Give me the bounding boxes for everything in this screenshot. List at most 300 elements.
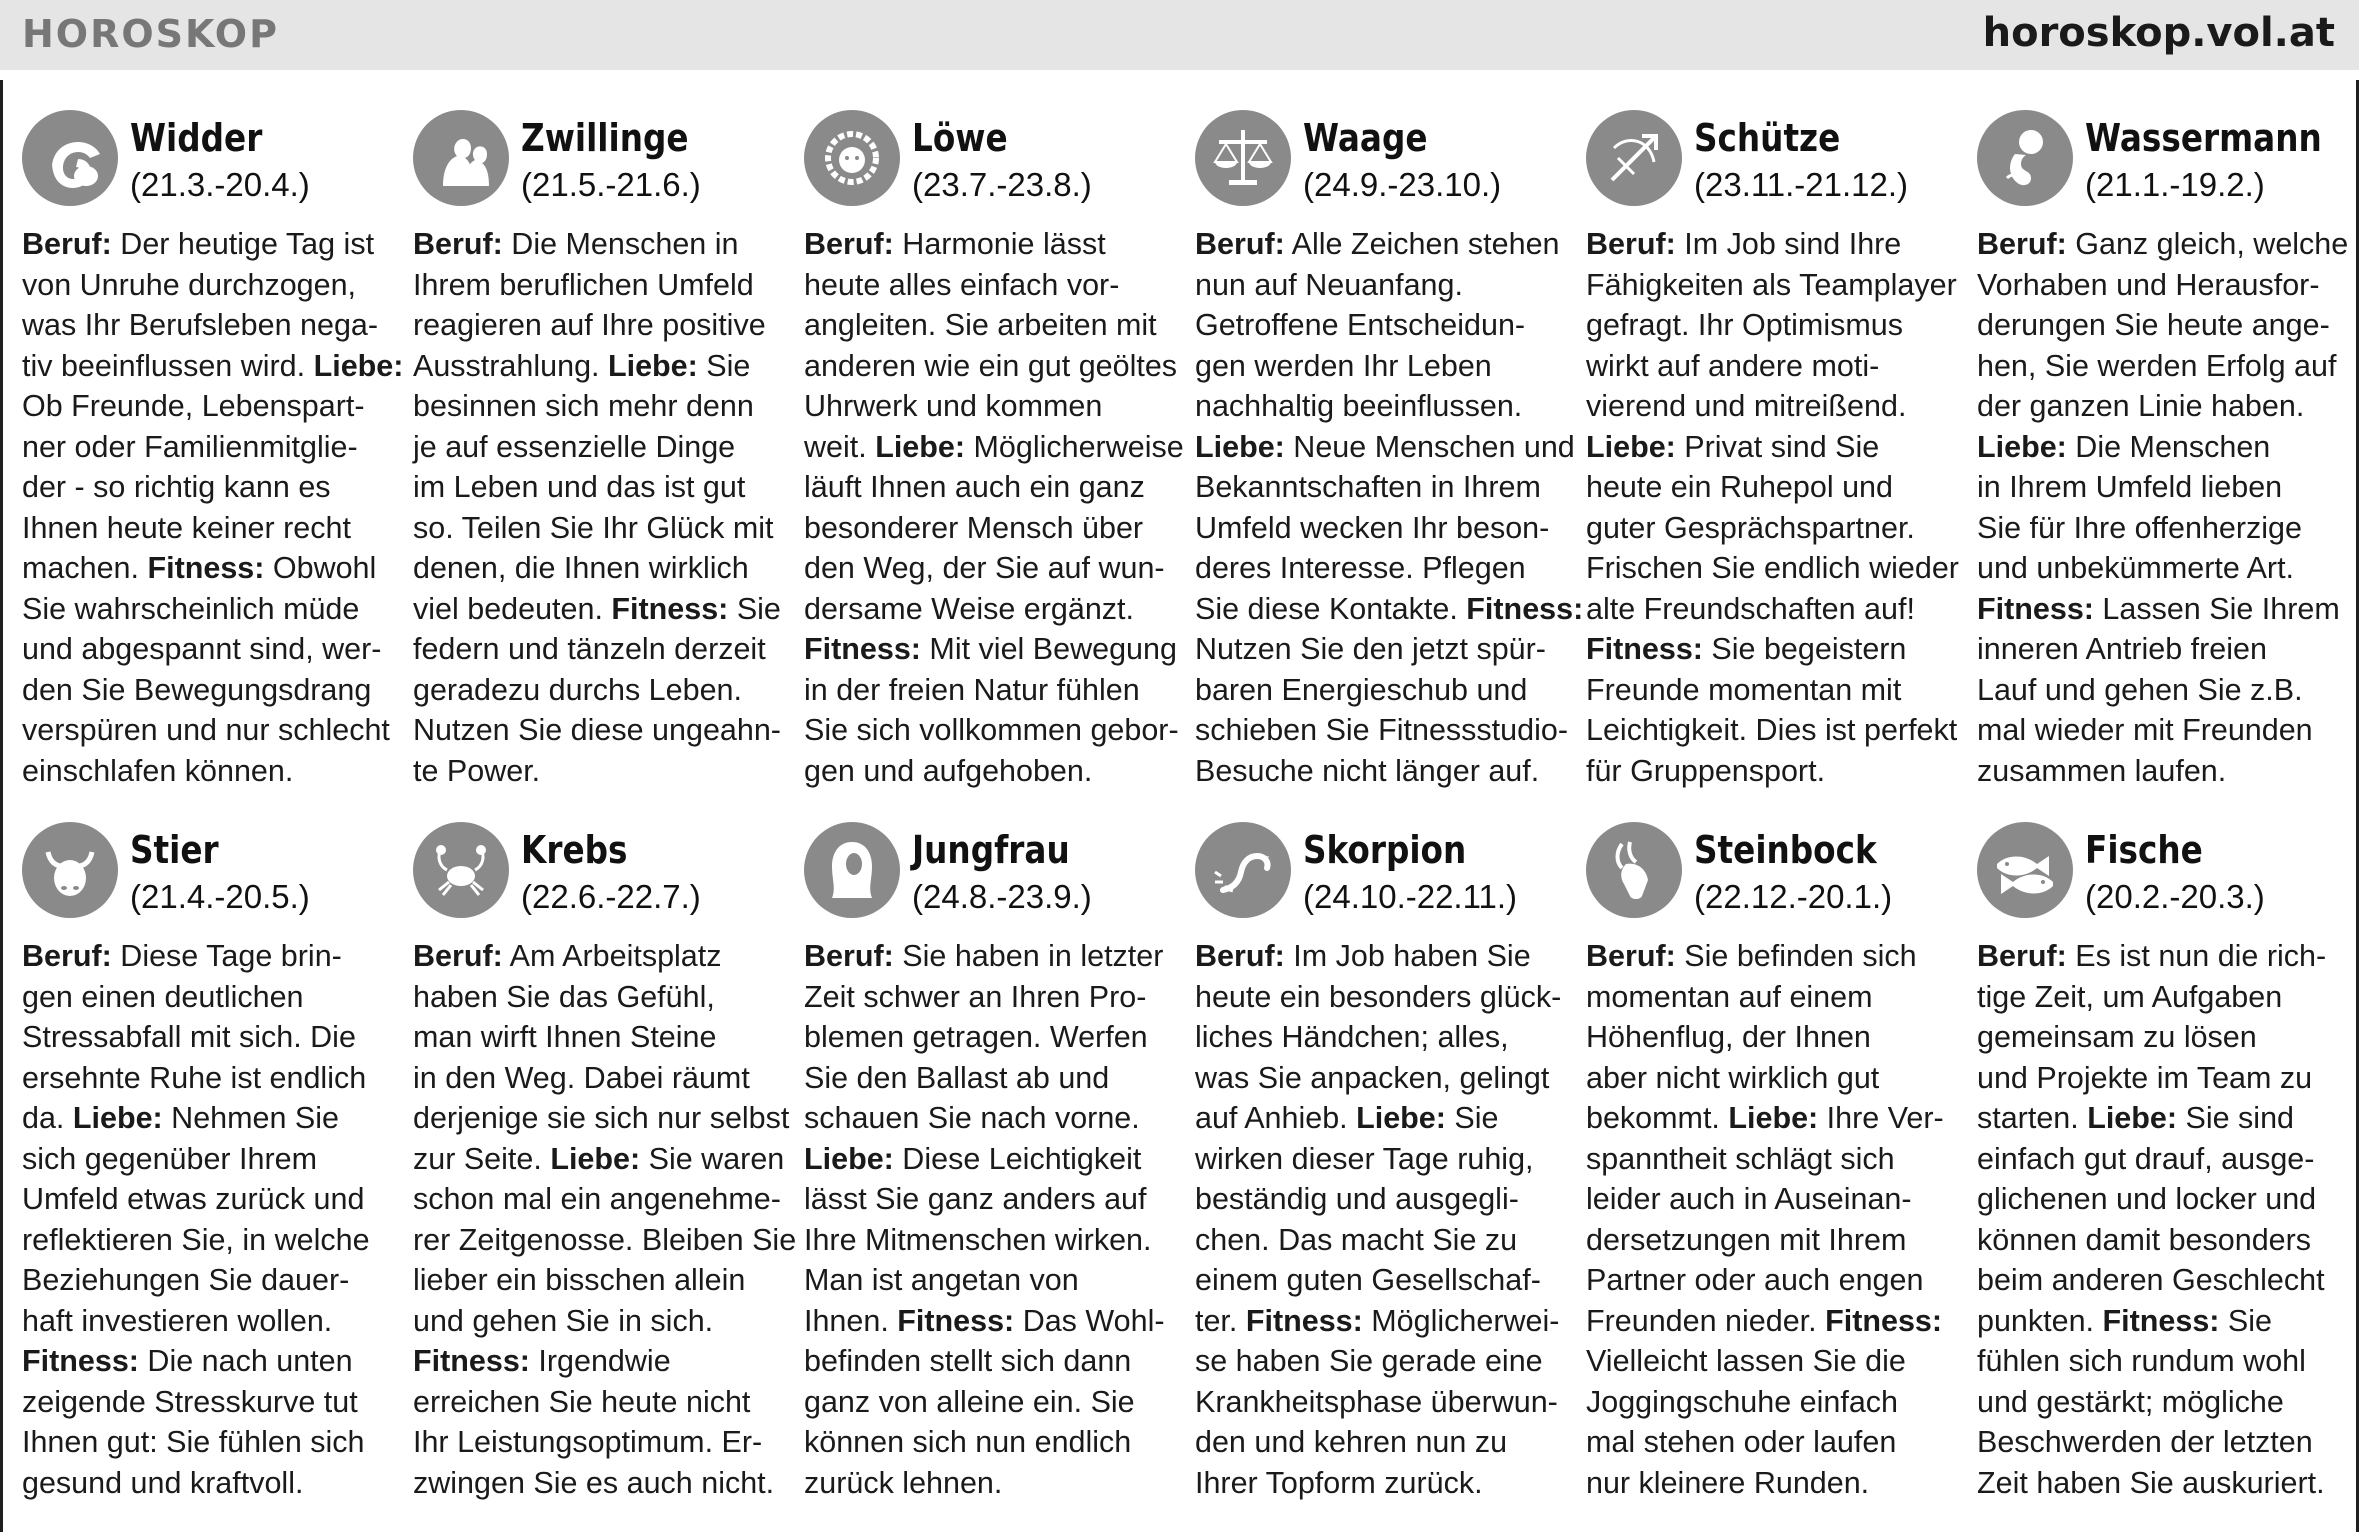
sign-header: [1586, 822, 1948, 930]
text-segment: was Ihr Berufsleben nega-: [22, 308, 379, 342]
text-line: [22, 710, 390, 751]
text-segment: hen, Sie werden Erfolg auf: [1977, 348, 2337, 383]
text-segment: Beschwerden der letzten: [1977, 1425, 2313, 1459]
text-segment: haben Sie das Gefühl,: [413, 979, 715, 1014]
text-segment: zwingen Sie es auch nicht.: [413, 1465, 775, 1500]
text-segment: Partner oder auch engen: [1586, 1263, 1924, 1297]
text-line: [1586, 1260, 1948, 1301]
text-segment: se haben Sie gerade eine: [1195, 1344, 1543, 1378]
text-segment: den Weg, der Sie auf wun-: [804, 551, 1165, 585]
text-line: [804, 508, 1166, 549]
text-segment: Lauf und gehen Sie z.B.: [1977, 672, 2303, 707]
text-line: [1977, 1017, 2339, 1058]
text-line: [804, 305, 1166, 346]
text-line: [1195, 1382, 1557, 1423]
category-label: Beruf:: [413, 939, 503, 973]
text-line: [413, 224, 775, 265]
text-segment: denen, die Ihnen wirklich: [413, 551, 749, 585]
text-line: [413, 1058, 775, 1099]
text-line: [1195, 751, 1557, 792]
text-line: [804, 346, 1178, 387]
text-segment: Ihnen heute keiner recht: [22, 510, 351, 545]
text-line: [1977, 1139, 2339, 1180]
text-segment: Sie: [1445, 1101, 1499, 1135]
text-segment: Ganz gleich, welche: [2066, 227, 2349, 261]
text-line: [22, 670, 384, 711]
category-label: Liebe:: [607, 348, 698, 383]
text-segment: Die Menschen: [2066, 429, 2271, 464]
text-line: [1195, 1260, 1557, 1301]
text-segment: punkten.: [1977, 1303, 2103, 1338]
category-label: Beruf:: [804, 227, 894, 261]
sign-text: [1586, 224, 1959, 791]
text-line: [22, 508, 384, 549]
text-segment: Im Job sind Ihre: [1675, 227, 1902, 261]
text-segment: Man ist angetan von: [804, 1263, 1079, 1297]
text-segment: einschlafen können.: [22, 753, 294, 788]
text-line: [413, 589, 781, 630]
text-line: [1586, 1139, 1948, 1180]
text-line: [413, 1382, 775, 1423]
text-segment: liches Händchen; alles,: [1195, 1020, 1509, 1054]
text-line: [1586, 936, 1948, 977]
text-segment: einfach gut drauf, ausge-: [1977, 1141, 2315, 1176]
text-segment: besinnen sich mehr denn: [413, 389, 754, 423]
text-segment: blemen getragen. Werfen: [804, 1020, 1148, 1054]
text-segment: dersetzungen mit Ihrem: [1586, 1222, 1907, 1257]
text-line: [804, 224, 1166, 265]
text-line: [1586, 1058, 1948, 1099]
text-line: [22, 1463, 384, 1504]
sign-text: [1195, 936, 1562, 1503]
text-line: [1977, 305, 2339, 346]
text-segment: Alle Zeichen stehen: [1284, 227, 1560, 261]
text-segment: glichenen und locker und: [1977, 1182, 2317, 1216]
sign-name: Skorpion: [1303, 828, 1467, 872]
sign-text: [1586, 936, 1948, 1503]
text-segment: Fähigkeiten als Teamplayer: [1586, 267, 1957, 302]
category-label: Fitness:: [897, 1303, 1015, 1338]
sign-header: [413, 110, 775, 218]
text-line: [1977, 346, 2339, 387]
text-segment: gen einen deutlichen: [22, 979, 304, 1014]
category-label: Fitness:: [611, 591, 729, 626]
text-line: [1195, 1017, 1557, 1058]
text-line: [22, 629, 384, 670]
category-label: Beruf:: [1195, 939, 1285, 973]
sign-dates: (24.10.-22.11.): [1303, 878, 1518, 915]
text-segment: zurück lehnen.: [804, 1465, 1003, 1500]
text-segment: gen werden Ihr Leben: [1195, 348, 1492, 383]
text-segment: beständig und ausgegli-: [1195, 1182, 1519, 1216]
text-line: [1586, 1301, 1948, 1342]
text-segment: schon mal ein angenehme-: [413, 1182, 781, 1216]
text-segment: Höhenflug, der Ihnen: [1586, 1020, 1871, 1054]
twins-icon: [413, 110, 509, 206]
text-segment: dersame Weise ergänzt.: [804, 591, 1135, 626]
text-segment: angleiten. Sie arbeiten mit: [804, 308, 1157, 342]
horoscope-löwe: [804, 110, 1184, 822]
sign-dates: (21.1.-19.2.): [2085, 166, 2265, 203]
category-label: Fitness:: [147, 551, 265, 585]
text-segment: Sie: [728, 591, 781, 626]
sign-dates: (21.3.-20.4.): [130, 166, 310, 203]
text-line: [1977, 386, 2339, 427]
text-line: [1195, 305, 1557, 346]
text-segment: Krankheitsphase überwun-: [1195, 1384, 1558, 1419]
text-line: [413, 467, 775, 508]
text-segment: Umfeld wecken Ihr beson-: [1195, 510, 1550, 545]
text-segment: Getroffene Entscheidun-: [1195, 308, 1526, 342]
category-label: Beruf:: [1977, 227, 2067, 261]
text-line: [1977, 1179, 2339, 1220]
text-segment: schieben Sie Fitnessstudio-: [1195, 713, 1568, 747]
text-line: [804, 589, 1166, 630]
text-segment: nur kleinere Runden.: [1586, 1465, 1870, 1500]
text-segment: von Unruhe durchzogen,: [22, 267, 357, 302]
sign-dates: (21.5.-21.6.): [521, 166, 701, 203]
text-segment: Sie sind: [2177, 1101, 2295, 1135]
text-line: [22, 467, 384, 508]
text-line: [1977, 1422, 2339, 1463]
sign-text: [1195, 224, 1584, 791]
water-bearer-icon: [1977, 110, 2073, 206]
sign-header: [1977, 822, 2339, 930]
text-line: [22, 427, 384, 468]
text-segment: Uhrwerk und kommen: [804, 389, 1103, 423]
text-line: [1195, 710, 1568, 751]
text-line: [22, 1017, 384, 1058]
text-segment: heute ein besonders glück-: [1195, 979, 1562, 1014]
sign-dates: (21.4.-20.5.): [130, 878, 310, 915]
text-line: [804, 1301, 1166, 1342]
text-segment: und abgespannt sind, wer-: [22, 632, 382, 666]
text-segment: befinden stellt sich dann: [804, 1344, 1132, 1378]
category-label: Liebe:: [1586, 429, 1676, 464]
text-segment: der ganzen Linie haben.: [1977, 389, 2305, 423]
text-line: [22, 1422, 384, 1463]
text-segment: momentan auf einem: [1586, 979, 1873, 1014]
category-label: Fitness:: [1245, 1303, 1363, 1338]
text-line: [804, 1382, 1166, 1423]
text-segment: auf Anhieb.: [1195, 1101, 1357, 1135]
text-line: [413, 1463, 775, 1504]
text-line: [1586, 629, 1948, 670]
text-segment: Das Wohl-: [1014, 1303, 1165, 1338]
text-segment: Irgendwie: [529, 1344, 671, 1378]
text-line: [1195, 1301, 1560, 1342]
text-segment: Besuche nicht länger auf.: [1195, 753, 1540, 788]
text-segment: Sie waren: [640, 1141, 785, 1176]
horoscope-fische: [1977, 822, 2339, 1520]
text-line: [413, 670, 775, 711]
horoscope-waage: [1195, 110, 1584, 822]
text-line: [1195, 1341, 1557, 1382]
text-segment: baren Energieschub und: [1195, 672, 1528, 707]
text-line: [1195, 1139, 1557, 1180]
text-segment: machen.: [22, 551, 148, 585]
text-line: [804, 1139, 1166, 1180]
text-line: [1977, 1341, 2339, 1382]
text-segment: so. Teilen Sie Ihr Glück mit: [413, 510, 774, 545]
text-segment: Obwohl: [264, 551, 377, 585]
text-segment: Ihnen.: [804, 1303, 898, 1338]
text-segment: Sie wahrscheinlich müde: [22, 591, 360, 626]
site-link[interactable]: horoskop.vol.at: [1982, 10, 2335, 56]
category-label: Fitness:: [1586, 632, 1703, 666]
text-segment: Sie den Ballast ab und: [804, 1060, 1110, 1095]
text-line: [1977, 265, 2339, 306]
text-line: [22, 224, 384, 265]
goat-icon: [1586, 822, 1682, 918]
text-segment: heute alles einfach vor-: [804, 267, 1120, 302]
text-segment: reflektieren Sie, in welche: [22, 1222, 370, 1257]
text-line: [804, 1058, 1166, 1099]
text-line: [804, 548, 1166, 589]
text-segment: ner oder Familienmitglie-: [22, 429, 358, 464]
text-segment: Stressabfall mit sich. Die: [22, 1020, 356, 1054]
text-segment: wirkt auf andere moti-: [1586, 348, 1880, 383]
text-line: [804, 1463, 1166, 1504]
text-line: [1586, 346, 1948, 387]
ram-icon: [22, 110, 118, 206]
text-segment: Diese Tage brin-: [111, 939, 342, 973]
text-line: [1195, 629, 1557, 670]
text-line: [1586, 224, 1948, 265]
text-line: [1977, 1463, 2339, 1504]
text-line: [1977, 548, 2339, 589]
text-segment: Sie: [2219, 1303, 2272, 1338]
text-line: [22, 1341, 384, 1382]
category-label: Fitness:: [1825, 1303, 1943, 1338]
text-line: [22, 977, 384, 1018]
text-segment: Sie diese Kontakte.: [1195, 591, 1467, 626]
sign-header: [804, 822, 1166, 930]
text-line: [1586, 265, 1957, 306]
text-segment: Ihrer Topform zurück.: [1195, 1465, 1483, 1500]
horoscope-jungfrau: [804, 822, 1166, 1520]
text-segment: viel bedeuten.: [413, 591, 612, 626]
text-segment: Ob Freunde, Lebenspart-: [22, 389, 365, 423]
text-segment: Ihre Mitmenschen wirken.: [804, 1222, 1152, 1257]
text-line: [22, 1058, 384, 1099]
sign-header: [22, 110, 384, 218]
text-line: [22, 1139, 384, 1180]
text-segment: und gehen Sie in sich.: [413, 1303, 714, 1338]
text-segment: Bekanntschaften in Ihrem: [1195, 470, 1541, 504]
text-line: [1195, 508, 1557, 549]
text-line: [413, 508, 775, 549]
text-segment: in Ihrem Umfeld lieben: [1977, 470, 2283, 504]
text-line: [1977, 427, 2339, 468]
text-line: [1195, 427, 1575, 468]
text-segment: fühlen sich rundum wohl: [1977, 1344, 2306, 1378]
category-label: Fitness:: [413, 1344, 530, 1378]
text-segment: federn und tänzeln derzeit: [413, 632, 766, 666]
text-segment: und Projekte im Team zu: [1977, 1060, 2313, 1095]
text-segment: ter.: [1195, 1303, 1246, 1338]
text-segment: nachhaltig beeinflussen.: [1195, 389, 1523, 423]
text-segment: Freunde momentan mit: [1586, 672, 1902, 707]
text-line: [22, 305, 384, 346]
text-segment: Mit viel Bewegung: [920, 632, 1177, 666]
text-line: [1977, 508, 2339, 549]
text-segment: zeigende Stresskurve tut: [22, 1384, 358, 1419]
text-segment: Vorhaben und Herausfor-: [1977, 267, 2320, 302]
text-segment: Umfeld etwas zurück und: [22, 1182, 365, 1216]
sign-header: [1977, 110, 2339, 218]
text-line: [1977, 670, 2339, 711]
text-line: [1977, 629, 2339, 670]
text-segment: und unbekümmerte Art.: [1977, 551, 2295, 585]
text-segment: guter Gesprächspartner.: [1586, 510, 1915, 545]
category-label: Beruf:: [413, 227, 503, 261]
text-line: [804, 265, 1166, 306]
text-segment: können sich nun endlich: [804, 1425, 1132, 1459]
text-segment: Ihre Ver-: [1818, 1101, 1944, 1135]
category-label: Beruf:: [804, 939, 894, 973]
text-segment: Freunden nieder.: [1586, 1303, 1826, 1338]
text-line: [1195, 1220, 1557, 1261]
text-segment: verspüren und nur schlecht: [22, 713, 390, 747]
text-line: [1586, 1220, 1948, 1261]
text-segment: Nehmen Sie: [162, 1101, 340, 1135]
text-segment: rer Zeitgenosse. Bleiben Sie: [413, 1222, 797, 1257]
category-label: Beruf:: [22, 227, 112, 261]
text-line: [1586, 467, 1948, 508]
category-label: Liebe:: [875, 429, 966, 464]
category-label: Beruf:: [1977, 939, 2067, 973]
text-line: [1586, 977, 1948, 1018]
text-line: [1586, 548, 1959, 589]
text-line: [1586, 427, 1948, 468]
text-line: [804, 1017, 1166, 1058]
text-segment: Ihnen gut: Sie fühlen sich: [22, 1425, 365, 1459]
text-line: [22, 346, 404, 387]
text-line: [1195, 386, 1557, 427]
text-line: [413, 1220, 797, 1261]
scales-icon: [1195, 110, 1291, 206]
text-segment: Der heutige Tag ist: [111, 227, 375, 261]
text-line: [1586, 1382, 1948, 1423]
text-line: [804, 1422, 1166, 1463]
text-line: [1977, 977, 2339, 1018]
text-segment: in den Weg. Dabei räumt: [413, 1060, 750, 1095]
sign-name: Löwe: [912, 116, 1008, 160]
virgin-icon: [804, 822, 900, 918]
horoscope-zwillinge: [413, 110, 781, 822]
text-segment: je auf essenzielle Dinge: [413, 429, 736, 464]
text-line: [804, 1098, 1166, 1139]
sign-text: [1977, 224, 2349, 791]
text-segment: Joggingschuhe einfach: [1586, 1384, 1899, 1419]
crab-icon: [413, 822, 509, 918]
sign-text: [804, 936, 1166, 1503]
text-line: [413, 751, 775, 792]
text-line: [22, 1179, 384, 1220]
sign-name: Zwillinge: [521, 116, 689, 160]
text-segment: spanntheit schlägt sich: [1586, 1141, 1895, 1176]
lion-icon: [804, 110, 900, 206]
text-segment: derungen Sie heute ange-: [1977, 308, 2330, 342]
text-segment: lässt Sie ganz anders auf: [804, 1182, 1147, 1216]
sign-text: [413, 224, 781, 791]
text-line: [1586, 508, 1948, 549]
sign-dates: (23.11.-21.12.): [1694, 166, 1909, 203]
text-segment: den und kehren nun zu: [1195, 1425, 1508, 1459]
text-segment: Diese Leichtigkeit: [893, 1141, 1142, 1176]
text-line: [1977, 1098, 2339, 1139]
text-segment: aber nicht wirklich gut: [1586, 1060, 1880, 1095]
text-line: [413, 386, 775, 427]
text-segment: was Sie anpacken, gelingt: [1195, 1060, 1550, 1095]
text-line: [1195, 936, 1557, 977]
sign-name: Waage: [1303, 116, 1428, 160]
text-segment: besonderer Mensch über: [804, 510, 1144, 545]
text-line: [413, 936, 775, 977]
text-line: [413, 1341, 775, 1382]
text-segment: anderen wie ein gut geöltes: [804, 348, 1178, 383]
text-segment: sich gegenüber Ihrem: [22, 1141, 318, 1176]
archer-icon: [1586, 110, 1682, 206]
sign-name: Jungfrau: [912, 828, 1070, 872]
text-segment: Vielleicht lassen Sie die: [1586, 1344, 1906, 1378]
text-line: [804, 710, 1179, 751]
text-segment: wirken dieser Tage ruhig,: [1195, 1141, 1534, 1176]
text-line: [22, 1220, 384, 1261]
text-line: [1586, 1422, 1948, 1463]
text-line: [413, 1179, 781, 1220]
scorpion-icon: [1195, 822, 1291, 918]
text-line: [1195, 1463, 1557, 1504]
text-line: [804, 1341, 1166, 1382]
sign-dates: (24.9.-23.10.): [1303, 166, 1502, 203]
text-line: [1195, 1058, 1557, 1099]
text-line: [22, 386, 384, 427]
text-segment: man wirft Ihnen Steine: [413, 1020, 717, 1054]
text-segment: chen. Das macht Sie zu: [1195, 1222, 1518, 1257]
text-segment: zusammen laufen.: [1977, 753, 2227, 788]
text-line: [22, 751, 384, 792]
text-segment: haft investieren wollen.: [22, 1303, 333, 1338]
text-line: [804, 467, 1166, 508]
sign-header: [413, 822, 775, 930]
text-segment: bekommt.: [1586, 1101, 1729, 1135]
text-segment: Möglicherwei-: [1362, 1303, 1560, 1338]
text-segment: reagieren auf Ihre positive: [413, 308, 766, 342]
category-label: Fitness:: [2102, 1303, 2220, 1338]
text-segment: tiv beeinflussen wird.: [22, 348, 314, 383]
text-line: [1586, 589, 1948, 630]
text-line: [804, 1260, 1166, 1301]
text-line: [804, 386, 1166, 427]
text-segment: mal wieder mit Freunden: [1977, 713, 2313, 747]
horoscope-skorpion: [1195, 822, 1562, 1520]
horoscope-grid: [22, 110, 2352, 1520]
text-segment: leider auch in Auseinan-: [1586, 1182, 1912, 1216]
text-line: [1586, 1098, 1948, 1139]
text-segment: Ihrem beruflichen Umfeld: [413, 267, 754, 302]
text-line: [1586, 1463, 1948, 1504]
text-segment: Harmonie lässt: [893, 227, 1106, 261]
text-line: [413, 305, 775, 346]
text-segment: Leichtigkeit. Dies ist perfekt: [1586, 713, 1958, 747]
text-line: [804, 977, 1166, 1018]
text-segment: für Gruppensport.: [1586, 753, 1826, 788]
left-rule: [0, 80, 3, 1532]
text-segment: Möglicherweise: [965, 429, 1184, 464]
text-segment: ganz von alleine ein. Sie: [804, 1384, 1135, 1419]
